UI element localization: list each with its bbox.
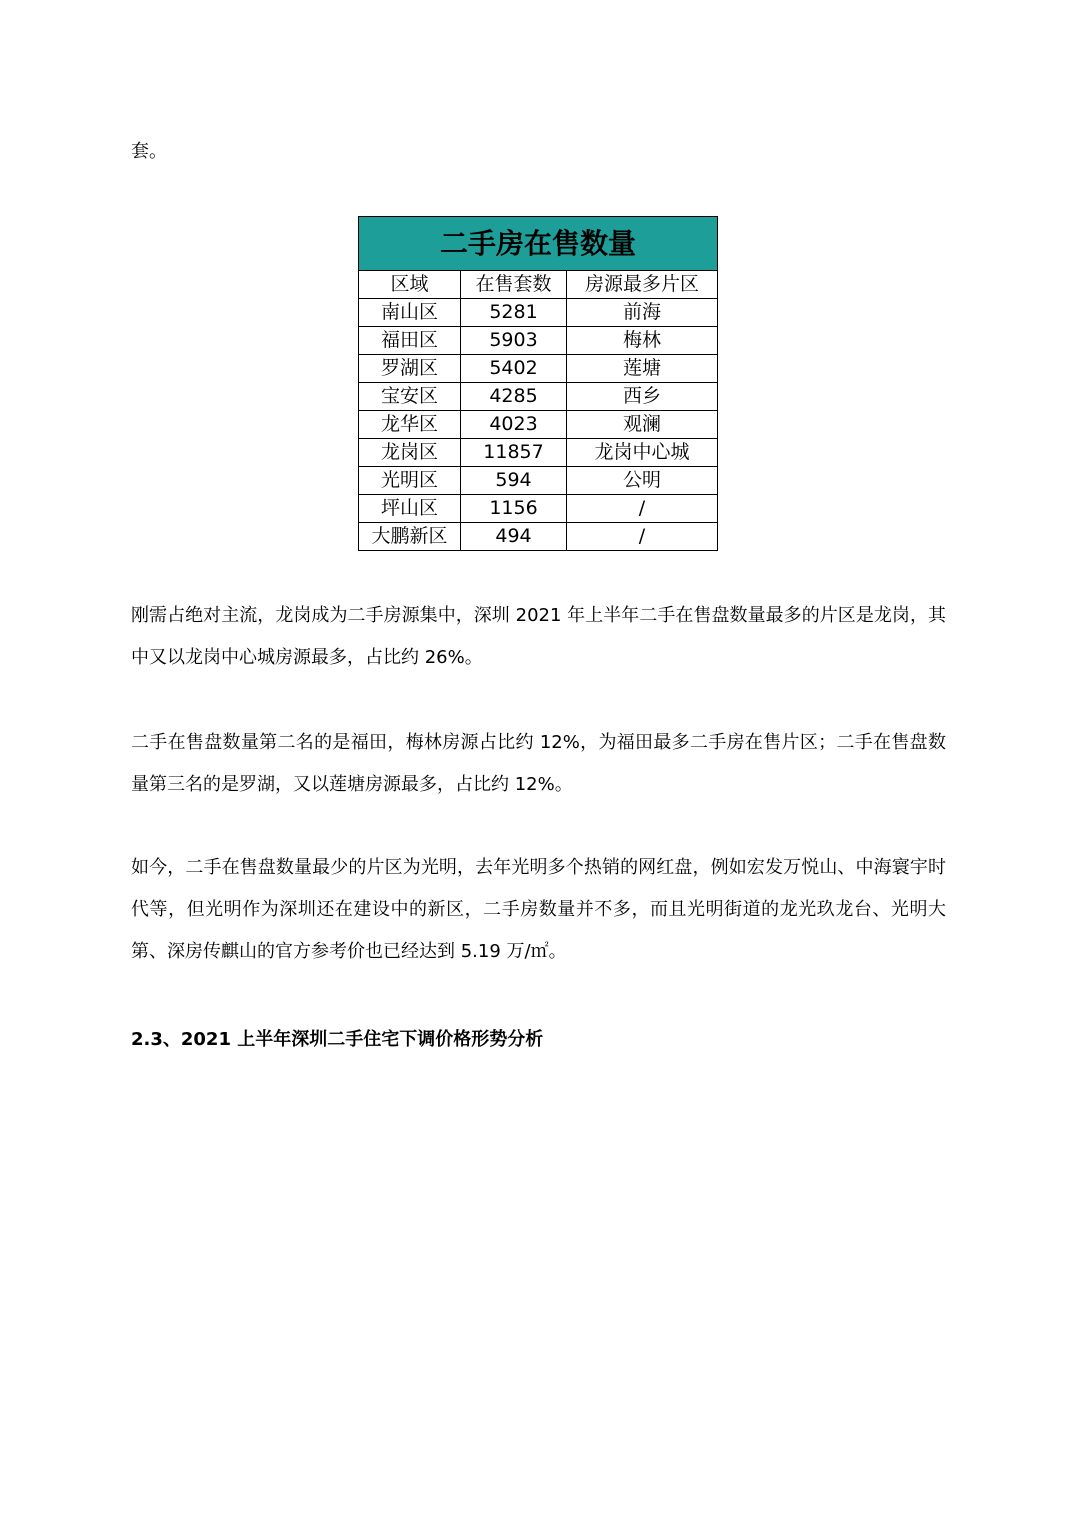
cell-top-area: 莲塘: [567, 355, 718, 383]
listing-table: [358, 216, 718, 551]
cell-top-area: 梅林: [567, 327, 718, 355]
intro-fragment: 套。: [131, 141, 167, 162]
cell-count: 5402: [461, 355, 567, 383]
cell-top-area: 龙岗中心城: [567, 439, 718, 467]
cell-count: 5903: [461, 327, 567, 355]
cell-district: 南山区: [359, 299, 461, 327]
cell-top-area: 西乡: [567, 383, 718, 411]
section-heading: 2.3、2021 上半年深圳二手住宅下调价格形势分析: [131, 1029, 544, 1050]
cell-count: 4285: [461, 383, 567, 411]
table-row: [359, 411, 718, 439]
cell-district: 龙岗区: [359, 439, 461, 467]
table-title: 二手房在售数量: [359, 217, 718, 271]
cell-count: 594: [461, 467, 567, 495]
table-row: [359, 523, 718, 551]
cell-count: 1156: [461, 495, 567, 523]
cell-top-area: 观澜: [567, 411, 718, 439]
cell-district: 福田区: [359, 327, 461, 355]
cell-count: 5281: [461, 299, 567, 327]
cell-count: 494: [461, 523, 567, 551]
table-row: [359, 439, 718, 467]
table-row: [359, 467, 718, 495]
table-row: [359, 495, 718, 523]
paragraph-3: 如今，二手在售盘数量最少的片区为光明，去年光明多个热销的网红盘，例如宏发万悦山、中海寰宇时代等，但光明作为深圳还在建设中的新区，二手房数量并不多，而且光明街道的龙光玖龙台、光明大第、深房传麒山的官方参考价也已经达到 5.19 万/㎡。: [131, 857, 946, 962]
column-header-top-area: 房源最多片区: [567, 271, 718, 299]
cell-count: 11857: [461, 439, 567, 467]
table-row: [359, 355, 718, 383]
cell-top-area: /: [567, 523, 718, 551]
paragraph-2: 二手在售盘数量第二名的是福田，梅林房源占比约 12%，为福田最多二手房在售片区；二手在售盘数量第三名的是罗湖，又以莲塘房源最多，占比约 12%。: [131, 732, 946, 795]
cell-district: 龙华区: [359, 411, 461, 439]
table-row: [359, 383, 718, 411]
table-row: [359, 299, 718, 327]
table-row: [359, 327, 718, 355]
table-header-row: [359, 271, 718, 299]
cell-top-area: 前海: [567, 299, 718, 327]
cell-top-area: /: [567, 495, 718, 523]
cell-district: 宝安区: [359, 383, 461, 411]
column-header-district: 区域: [359, 271, 461, 299]
cell-district: 光明区: [359, 467, 461, 495]
paragraph-1: 刚需占绝对主流，龙岗成为二手房源集中，深圳 2021 年上半年二手在售盘数量最多的片区是龙岗，其中又以龙岗中心城房源最多，占比约 26%。: [131, 605, 946, 668]
cell-district: 罗湖区: [359, 355, 461, 383]
cell-count: 4023: [461, 411, 567, 439]
cell-district: 坪山区: [359, 495, 461, 523]
cell-district: 大鹏新区: [359, 523, 461, 551]
cell-top-area: 公明: [567, 467, 718, 495]
column-header-count: 在售套数: [461, 271, 567, 299]
